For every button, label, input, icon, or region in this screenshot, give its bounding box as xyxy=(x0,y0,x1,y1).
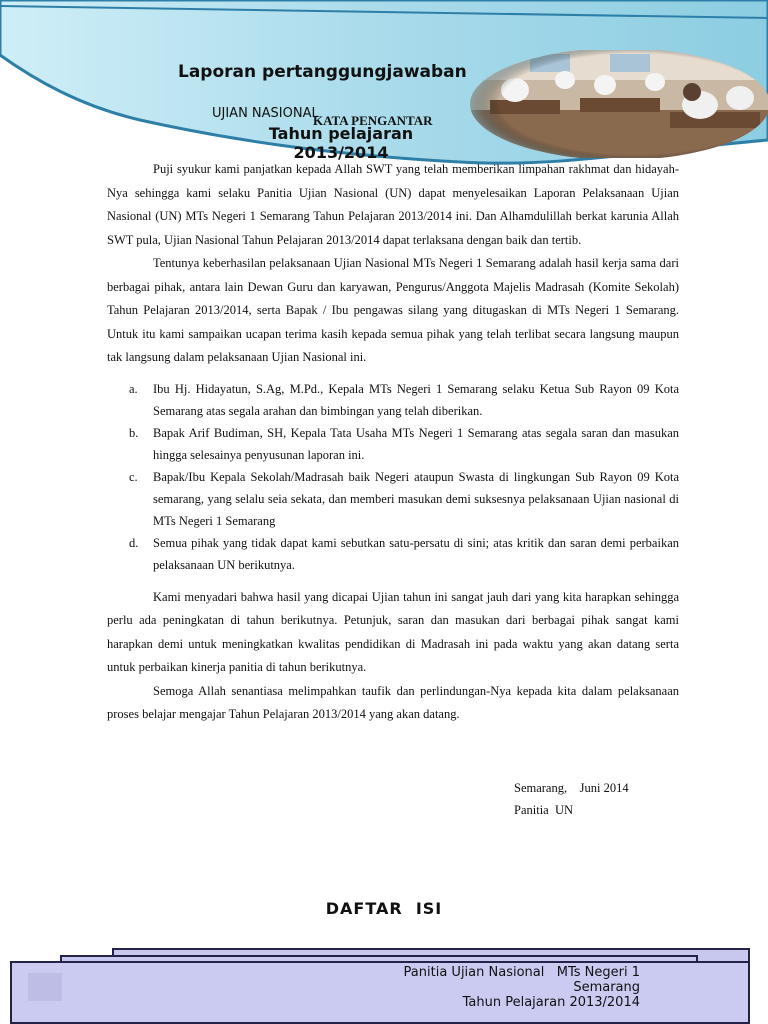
paragraph: Kami menyadari bahwa hasil yang dicapai Ujian tahun ini sangat jauh dari yang kita harapkan sehingga perlu ada peningkatan di tahun berikutnya. Petunjuk, saran dan masukan dari berbagai pihak sangat kami harapkan demi untuk meningkatkan kwalitas pendidikan di Madrasah ini pada waktu yang akan datang serta untuk perbaikan kinerja panitia di tahun berikutnya. xyxy=(107,589,679,674)
acknowledgement-list xyxy=(107,378,679,576)
classroom-exam-photo xyxy=(470,50,768,158)
foreword-body xyxy=(107,158,679,727)
exam-subtitle: UJIAN NASIONAL xyxy=(212,106,319,121)
report-title: Laporan pertanggungjawaban xyxy=(178,62,467,82)
paragraph: Semoga Allah senantiasa melimpahkan taufik dan perlindungan-Nya kepada kita dalam pelaksanaan proses belajar mengajar Tahun Pelajaran 2013/2014 yang akan datang. xyxy=(107,683,679,721)
footer-line-2: Semarang xyxy=(573,980,640,995)
signature-place-date: Semarang, Juni 2014 xyxy=(514,781,629,795)
list-marker: b. xyxy=(129,425,139,440)
list-marker: a. xyxy=(129,381,138,396)
academic-year: Tahun pelajaran 2013/2014 xyxy=(268,124,414,162)
footer-line-1: Panitia Ujian Nasional MTs Negeri 1 xyxy=(403,965,640,980)
list-item xyxy=(107,466,679,532)
footer-text xyxy=(300,965,640,1010)
signature-signer: Panitia UN xyxy=(514,803,574,817)
list-item xyxy=(107,532,679,576)
list-item xyxy=(107,378,679,422)
footer-box-inset xyxy=(28,973,62,1001)
list-marker: c. xyxy=(129,469,138,484)
paragraph: Puji syukur kami panjatkan kepada Allah SWT yang telah memberikan limpahan rakhmat dan hidayah-Nya sehingga kami selaku Panitia Ujian Nasional (UN) dapat menyelesaikan Laporan Pelaksanaan Ujian Nasional (UN) MTs Negeri 1 Semarang Tahun Pelajaran 2013/2014 ini. Dan Alhamdulillah berkat karunia Allah SWT pula, Ujian Nasional Tahun Pelajaran 2013/2014 dapat terlaksana dengan baik dan tertib. xyxy=(107,162,679,247)
toc-heading: DAFTAR ISI xyxy=(325,899,443,918)
list-item-text: Bapak/Ibu Kepala Sekolah/Madrasah baik Negeri ataupun Swasta di lingkungan Sub Rayon 09 Kota semarang, yang selalu seia sekata, dan memberi masukan demi suksesnya pelaksanaan Ujian nasional di MTs Negeri 1 Semarang xyxy=(153,469,679,528)
list-item-text: Ibu Hj. Hidayatun, S.Ag, M.Pd., Kepala MTs Negeri 1 Semarang selaku Ketua Sub Rayon 09 Kota Semarang atas segala arahan dan bimbingan yang telah diberikan. xyxy=(153,381,679,418)
list-marker: d. xyxy=(129,535,139,550)
paragraph: Tentunya keberhasilan pelaksanaan Ujian Nasional MTs Negeri 1 Semarang adalah hasil kerja sama dari berbagai pihak, antara lain Dewan Guru dan karyawan, Pengurus/Anggota Majelis Madrasah (Komite Sekolah) Tahun Pelajaran 2013/2014, serta Bapak / Ibu pengawas silang yang ditugaskan di MTs Negeri 1 Semarang. Untuk itu kami sampaikan ucapan terima kasih kepada semua pihak yang telah terlibat secara langsung maupun tak langsung dalam pelaksanaan Ujian Nasional ini. xyxy=(107,256,679,364)
list-item-text: Semua pihak yang tidak dapat kami sebutkan satu-persatu di sini; atas kritik dan saran demi perbaikan pelaksanaan UN berikutnya. xyxy=(153,535,679,572)
section-heading: KATA PENGANTAR xyxy=(313,113,433,128)
list-item-text: Bapak Arif Budiman, SH, Kepala Tata Usaha MTs Negeri 1 Semarang atas segala saran dan masukan hingga selesainya penyusunan laporan ini. xyxy=(153,425,679,462)
footer-line-3: Tahun Pelajaran 2013/2014 xyxy=(462,995,640,1010)
list-item xyxy=(107,422,679,466)
signature-block xyxy=(514,777,629,821)
